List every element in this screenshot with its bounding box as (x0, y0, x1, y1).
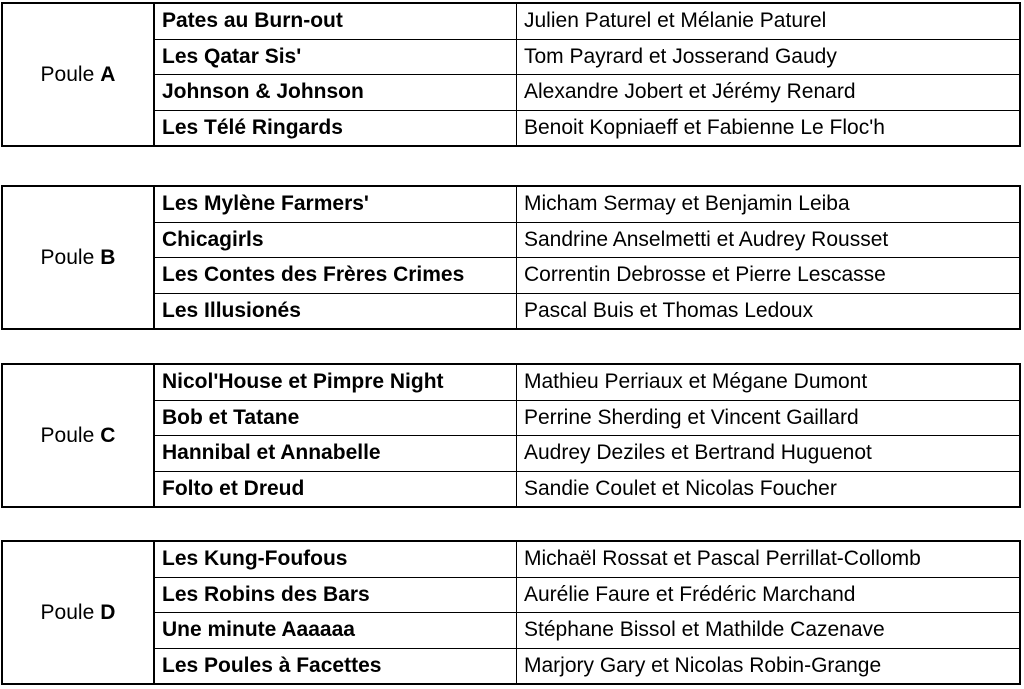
team-members: Stéphane Bissol et Mathilde Cazenave (524, 618, 885, 642)
pool-table-b (1, 185, 1021, 330)
team-members: Julien Paturel et Mélanie Paturel (524, 9, 827, 33)
pool-rows (155, 365, 1019, 506)
team-name: Les Poules à Facettes (155, 649, 517, 684)
team-name: Les Télé Ringards (155, 111, 517, 146)
team-name: Les Mylène Farmers' (155, 187, 517, 222)
team-members: Alexandre Jobert et Jérémy Renard (524, 80, 856, 104)
team-row (155, 472, 1019, 507)
team-name: Folto et Dreud (155, 472, 517, 507)
team-name: Les Kung-Foufous (155, 542, 517, 577)
pool-letter: D (100, 601, 116, 624)
team-row (155, 542, 1019, 578)
team-row (155, 40, 1019, 76)
pool-label (3, 542, 155, 683)
team-members: Micham Sermay et Benjamin Leiba (524, 192, 850, 216)
team-members: Sandie Coulet et Nicolas Foucher (524, 476, 837, 500)
pool-table-c (1, 363, 1021, 508)
pool-rows (155, 187, 1019, 328)
pool-label (3, 365, 155, 506)
pool-letter: B (100, 246, 116, 269)
team-row (155, 613, 1019, 649)
team-row (155, 649, 1019, 684)
pool-label-prefix: Poule (40, 246, 95, 269)
team-members: Perrine Sherding et Vincent Gaillard (524, 405, 859, 429)
team-row (155, 4, 1019, 40)
pool-letter: C (100, 424, 116, 447)
pool-label (3, 4, 155, 145)
pool-table-d (1, 540, 1021, 685)
team-members: Mathieu Perriaux et Mégane Dumont (524, 370, 868, 394)
team-members: Michaël Rossat et Pascal Perrillat-Collomb (524, 547, 921, 571)
team-name: Johnson & Johnson (155, 75, 517, 110)
team-row (155, 436, 1019, 472)
pool-label-prefix: Poule (40, 424, 95, 447)
team-members: Audrey Deziles et Bertrand Huguenot (524, 441, 872, 465)
team-members: Marjory Gary et Nicolas Robin-Grange (524, 653, 882, 677)
team-row (155, 578, 1019, 614)
team-members: Correntin Debrosse et Pierre Lescasse (524, 263, 886, 287)
team-name: Les Robins des Bars (155, 578, 517, 613)
team-name: Pates au Burn-out (155, 4, 517, 39)
team-name: Chicagirls (155, 223, 517, 258)
team-row (155, 187, 1019, 223)
team-row (155, 75, 1019, 111)
pool-label (3, 187, 155, 328)
team-name: Les Contes des Frères Crimes (155, 258, 517, 293)
team-row (155, 223, 1019, 259)
team-row (155, 365, 1019, 401)
pool-rows (155, 4, 1019, 145)
team-members: Tom Payrard et Josserand Gaudy (524, 44, 837, 68)
team-name: Les Illusionés (155, 294, 517, 329)
pool-table-a (1, 2, 1021, 147)
team-name: Nicol'House et Pimpre Night (155, 365, 517, 400)
team-members: Pascal Buis et Thomas Ledoux (524, 298, 814, 322)
team-members: Benoit Kopniaeff et Fabienne Le Floc'h (524, 115, 885, 139)
pool-label-prefix: Poule (40, 63, 95, 86)
pool-rows (155, 542, 1019, 683)
team-members: Sandrine Anselmetti et Audrey Rousset (524, 227, 889, 251)
pool-letter: A (100, 63, 116, 86)
team-row (155, 294, 1019, 329)
team-name: Bob et Tatane (155, 401, 517, 436)
team-row (155, 401, 1019, 437)
team-name: Une minute Aaaaaa (155, 613, 517, 648)
team-members: Aurélie Faure et Frédéric Marchand (524, 582, 856, 606)
team-row (155, 258, 1019, 294)
team-name: Hannibal et Annabelle (155, 436, 517, 471)
pool-label-prefix: Poule (40, 601, 95, 624)
team-row (155, 111, 1019, 146)
team-name: Les Qatar Sis' (155, 40, 517, 75)
